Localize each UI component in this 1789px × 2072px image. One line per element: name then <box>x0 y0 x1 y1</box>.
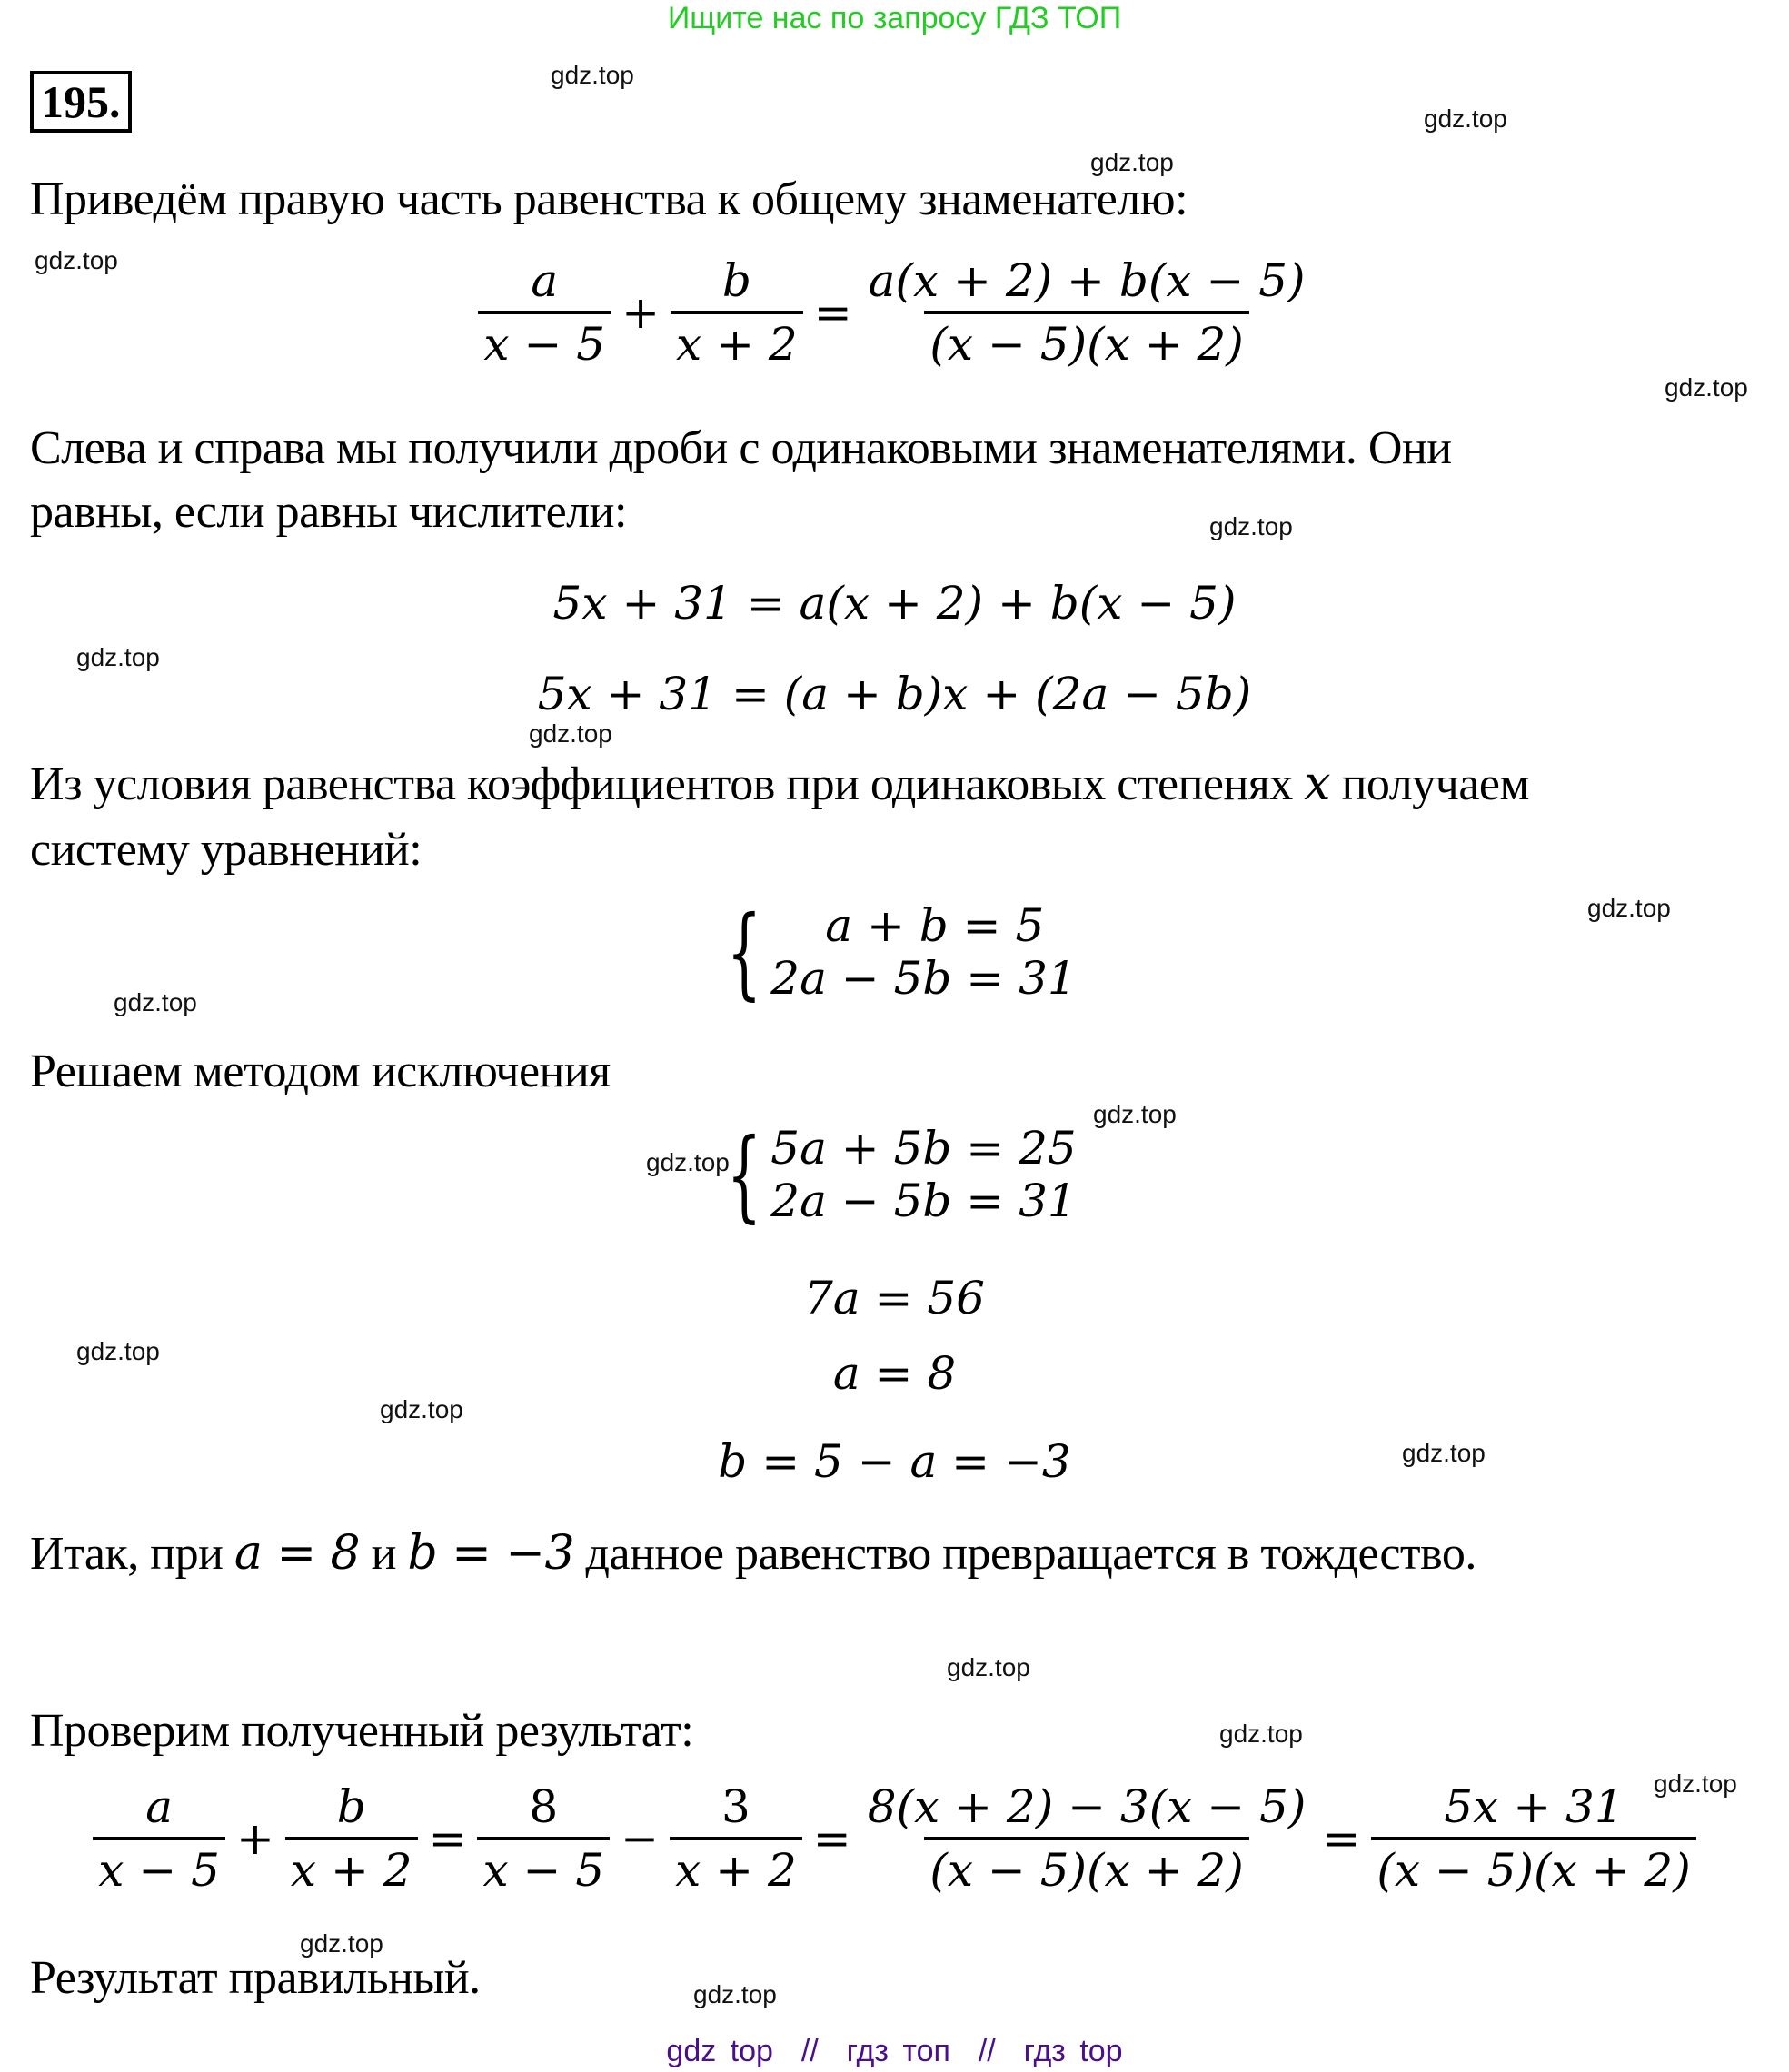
equation-system-2: { 5a + 5b = 25 2a − 5b = 31 <box>727 1116 1077 1233</box>
footer-links <box>0 2035 1789 2067</box>
fraction: $\frac{b}{x + 2}$ <box>285 1780 418 1897</box>
watermark-gdz-top: gdz.top <box>76 643 160 671</box>
watermark-gdz-top: gdz.top <box>1090 148 1174 176</box>
paragraph-intro: Приведём правую часть равенства к общему знаменателю: <box>30 173 1188 225</box>
paragraph-coefficients: Из условия равенства коэффициентов при одинаковых степенях x получаем систему уравнений: <box>30 757 1529 876</box>
fraction: $\frac{3}{x + 2}$ <box>670 1780 802 1897</box>
paragraph-elimination: Решаем методом исключения <box>30 1046 611 1097</box>
watermark-gdz-top: gdz.top <box>1424 104 1507 133</box>
brace-icon: { <box>727 894 762 1010</box>
paragraph-equal-denominators: Слева и справа мы получили дроби с одинаковыми знаменателями. Они равны, если равны числители: <box>30 422 1452 538</box>
equation-common-denominator: $\frac{a}{x - 5}$ + $\frac{b}{x + 2}$ = $\frac{a(x + 2) + b(x - 5)}{(x - 5)(x + 2)}$ <box>0 254 1789 371</box>
fraction: $\frac{a}{x - 5}$ <box>93 1780 225 1897</box>
step-a: a = 8 <box>832 1347 957 1400</box>
paragraph-check: Проверим полученный результат: <box>30 1705 694 1757</box>
fraction: $\frac{a}{x - 5}$ <box>478 254 611 371</box>
fraction: $\frac{5x + 31}{(x - 5)(x + 2)}$ <box>1371 1780 1695 1897</box>
equation-check: $\frac{a}{x - 5}$ + $\frac{b}{x + 2}$ = $\frac{8}{x - 5}$ − $\frac{3}{x + 2}$ = $\frac{8(x + 2) - 3(x - 5)}{(x - 5)(x + 2)}$ = $\frac{5x + 31}{(x - 5)(x + 2)}$ <box>0 1780 1789 1897</box>
fraction: $\frac{a(x + 2) + b(x - 5)}{(x - 5)(x + 2)}$ <box>868 254 1306 371</box>
watermark-gdz-top: gdz.top <box>1219 1720 1303 1748</box>
fraction: $\frac{8}{x - 5}$ <box>477 1780 610 1897</box>
watermark-gdz-top: gdz.top <box>35 246 118 274</box>
equation-grouped: 5x + 31 = (a + b)x + (2a − 5b) <box>537 668 1252 720</box>
watermark-gdz-top: gdz.top <box>1209 512 1293 540</box>
equation-numerators: 5x + 31 = a(x + 2) + b(x − 5) <box>552 577 1237 630</box>
watermark-gdz-top: gdz.top <box>1654 1770 1737 1798</box>
watermark-gdz-top: gdz.top <box>76 1337 160 1365</box>
watermark-gdz-top: gdz.top <box>529 719 612 748</box>
watermark-gdz-top: gdz.top <box>1402 1439 1486 1467</box>
equation-system-1: { a + b = 5 2a − 5b = 31 <box>727 894 1077 1010</box>
watermark-gdz-top: gdz.top <box>693 1980 777 2008</box>
watermark-gdz-top: gdz.top <box>551 61 634 89</box>
paragraph-result: Результат правильный. <box>30 1952 481 2004</box>
banner-text: Ищите нас по запросу ГДЗ ТОП <box>667 1 1122 35</box>
task-number: 195. <box>30 71 132 133</box>
paragraph-conclusion: Итак, при a = 8 и b = −3 данное равенство превращается в тождество. <box>30 1526 1476 1581</box>
brace-icon: { <box>727 1116 762 1233</box>
fraction: $\frac{b}{x + 2}$ <box>671 254 803 371</box>
watermark-gdz-top: gdz.top <box>1665 373 1748 402</box>
watermark-gdz-top: gdz.top <box>947 1653 1030 1681</box>
watermark-gdz-top: gdz.top <box>1587 894 1671 922</box>
watermark-gdz-top: gdz.top <box>300 1929 383 1958</box>
watermark-gdz-top: gdz.top <box>114 988 197 1016</box>
step-7a: 7a = 56 <box>804 1272 985 1324</box>
step-b: b = 5 − a = −3 <box>718 1435 1071 1488</box>
watermark-gdz-top: gdz.top <box>1093 1100 1177 1128</box>
top-banner <box>0 2 1789 35</box>
watermark-gdz-top: gdz.top <box>380 1395 463 1423</box>
fraction: $\frac{8(x + 2) - 3(x - 5)}{(x - 5)(x + 2)}$ <box>867 1780 1307 1897</box>
watermark-gdz-top: gdz.top <box>646 1148 730 1176</box>
footer-text: gdz top // гдз топ // гдз top <box>666 2034 1123 2068</box>
